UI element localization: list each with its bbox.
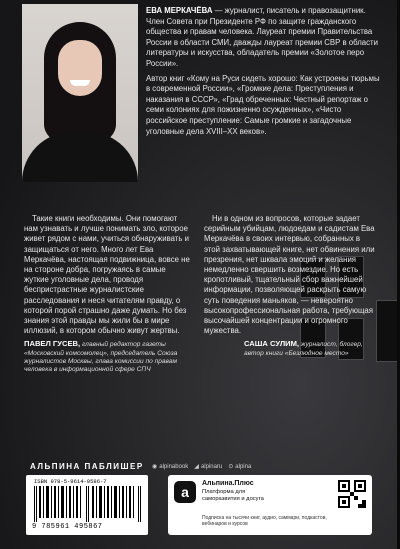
review-left-signature <box>24 340 192 374</box>
qr-code-icon[interactable] <box>338 480 366 508</box>
review-right-author: САША СУЛИМ, <box>244 339 300 349</box>
review-left-text: Такие книги необходимы. Они помогают нам узнавать и лучше понимать зло, которое живет рядом с нами, учиться обнаруживать и защищаться от него. Много лет Ева Меркачёва, настоящая подвижница, вовсе не на стороне добра, погружаясь в самые жуткие уголовные дела, проводя беспристрастные журналистские расследования и неся читателям правду, о которой порой страшно даже думать. Но без знания этой правды мы жили бы в мире иллюзий, в котором обычно живут жертвы. <box>24 214 190 336</box>
review-left-role: главный редактор газеты «Московский комсомолец», председатель Союза журналистов Москвы, глава комиссии по правам человека в информационной сфере СПЧ <box>24 341 178 374</box>
social-vk[interactable]: ◉ alpinabook <box>152 463 189 470</box>
review-right-role: журналист, блогер, автор книги «Безлюдное место» <box>244 341 363 357</box>
building-window <box>376 300 398 362</box>
author-name: ЕВА МЕРКАЧЁВА <box>146 6 213 15</box>
globe-icon: ⊙ <box>228 464 234 470</box>
ad-subtitle: Платформа для саморазвития и досуга <box>202 489 264 502</box>
social-other[interactable]: ⊙ alpina <box>228 463 252 470</box>
social-telegram[interactable]: ◢ alpinaru <box>194 463 223 470</box>
review-right <box>204 214 376 358</box>
author-photo <box>22 4 138 182</box>
review-right-signature <box>244 340 376 357</box>
review-left-author: ПАВЕЛ ГУСЕВ, <box>24 339 81 349</box>
author-bio <box>146 6 382 141</box>
telegram-icon: ◢ <box>194 464 199 470</box>
barcode-number: 9 785961 495867 <box>32 523 103 531</box>
publisher-logo: АЛЬПИНА ПАБЛИШЕР <box>30 462 144 471</box>
ad-footnote: Подписка на тысячи книг, аудио, саммари, подкастов, вебинаров и курсов <box>202 515 327 528</box>
social-links <box>152 463 251 470</box>
barcode-bars <box>34 486 142 522</box>
alpina-plus-logo-icon: a <box>174 481 196 503</box>
vk-icon: ◉ <box>152 464 158 470</box>
isbn-text: ISBN 978-5-9614-9586-7 <box>34 478 107 485</box>
ad-title: Альпина.Плюс <box>202 480 254 487</box>
bio-books: Автор книг «Кому на Руси сидеть хорошо: Как устроены тюрьмы в современной России», «Громкие дела: Преступления и наказания в СССР», «Град обреченных: Честный репортаж о семи колониях для пожизненно осужденных», «Чисто российское преступление: Самые громкие и загадочные уголовные дела XVIII–XX веков». <box>146 73 380 136</box>
alpina-plus-ad <box>168 475 372 535</box>
review-left <box>24 214 192 374</box>
barcode <box>26 475 148 535</box>
bio-intro: — журналист, писатель и правозащитник. Член Совета при Президенте РФ по защите гражданского общества и правам человека. Лауреат премии Правительства России в области СМИ, дважды лауреат премии СВР в области литературы и искусства, обладатель премии «Золотое перо России». <box>146 6 378 68</box>
review-right-text: Ни в одном из вопросов, которые задает серийным убийцам, людоедам и садистам Ева Меркачёва в своих интервью, собранных в этой захватывающей книге, нет обвинения или презрения, нет шквала эмоций и желания немедленно свершить возмездие. Но есть кропотливый, тщательный сбор важнейшей информации, позволяющей раскрыть самую суть поведения маньяков, — невероятно высокопрофессиональная работа, требующая высочайшей концентрации и огромного мужества. <box>204 214 375 336</box>
